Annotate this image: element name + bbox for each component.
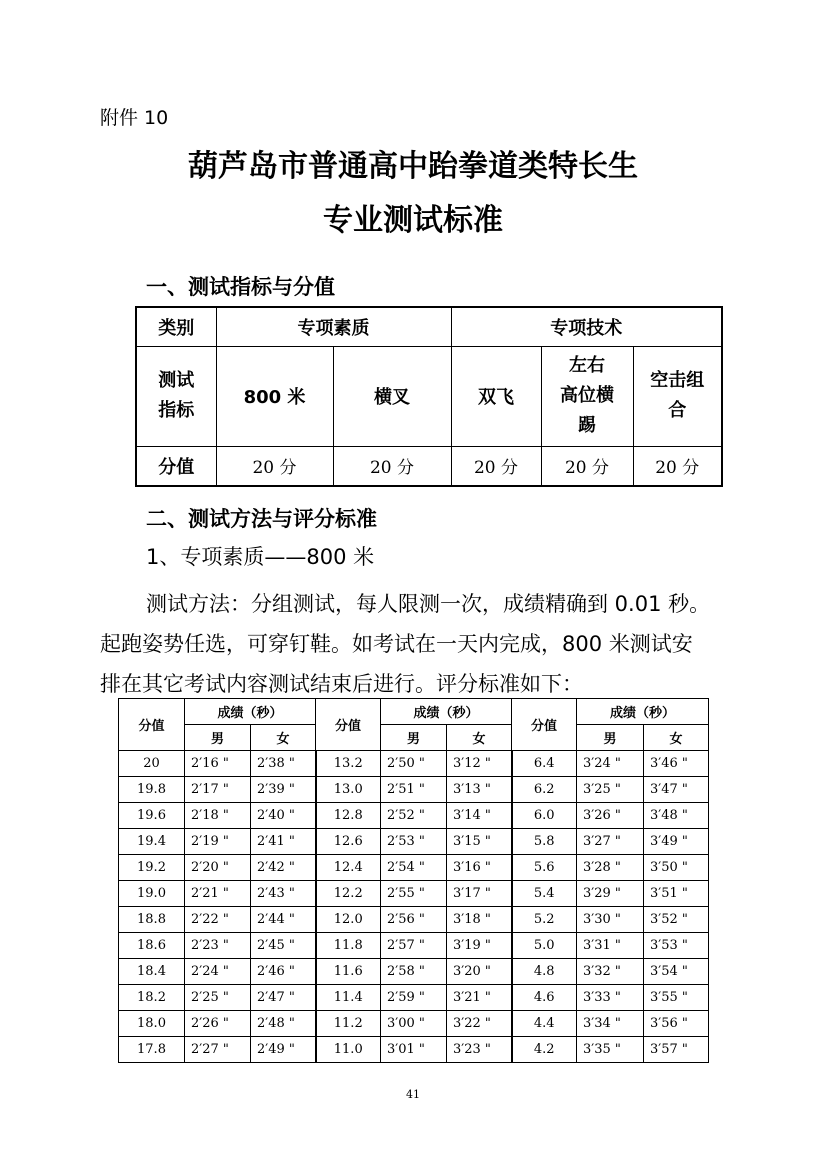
male-time-cell: 2′55 " [381, 881, 447, 907]
female-header: 女 [447, 725, 512, 751]
female-time-cell: 3′46 " [644, 751, 709, 777]
indicator-header-line: 指标 [158, 400, 195, 421]
table-row [119, 855, 709, 881]
indicator-item-line: 高位横 [560, 385, 614, 406]
female-time-cell: 3′55 " [644, 985, 709, 1011]
female-time-cell: 3′47 " [644, 777, 709, 803]
male-time-cell: 2′25 " [185, 985, 251, 1011]
subsection-heading: 1、专项素质——800 米 [146, 545, 375, 569]
score-value-cell: 5.8 [512, 829, 577, 855]
female-header: 女 [644, 725, 709, 751]
female-time-cell: 3′20 " [447, 959, 512, 985]
female-time-cell: 3′16 " [447, 855, 512, 881]
male-time-cell: 2′52 " [381, 803, 447, 829]
male-time-cell: 2′51 " [381, 777, 447, 803]
male-time-cell: 3′34 " [577, 1011, 644, 1037]
score-value-cell: 4.8 [512, 959, 577, 985]
male-time-cell: 2′27 " [185, 1037, 251, 1063]
indicator-score-table [135, 306, 723, 487]
score-header: 分值 [119, 699, 185, 751]
physical-group-header: 专项素质 [216, 307, 451, 346]
table-row [119, 803, 709, 829]
male-time-cell: 3′29 " [577, 881, 644, 907]
male-time-cell: 2′24 " [185, 959, 251, 985]
score-value-cell: 20 [119, 751, 185, 777]
score-value-cell: 5.0 [512, 933, 577, 959]
technique-group-header: 专项技术 [451, 307, 722, 346]
male-time-cell: 2′54 " [381, 855, 447, 881]
female-time-cell: 3′49 " [644, 829, 709, 855]
score-value-cell: 19.0 [119, 881, 185, 907]
score-value-cell: 18.0 [119, 1011, 185, 1037]
male-time-cell: 3′24 " [577, 751, 644, 777]
indicator-item-line: 空击组 [650, 370, 705, 391]
female-time-cell: 3′17 " [447, 881, 512, 907]
male-time-cell: 2′22 " [185, 907, 251, 933]
male-time-cell: 2′21 " [185, 881, 251, 907]
female-time-cell: 3′19 " [447, 933, 512, 959]
indicator-item [333, 346, 451, 446]
table-row [119, 933, 709, 959]
score-value-cell: 11.6 [316, 959, 381, 985]
score-value-cell: 6.4 [512, 751, 577, 777]
result-header: 成绩（秒） [577, 699, 709, 725]
score-value-cell: 18.6 [119, 933, 185, 959]
indicator-header [136, 346, 216, 446]
score-header: 分值 [316, 699, 381, 751]
score-cell: 20 分 [451, 446, 541, 486]
table-row [119, 959, 709, 985]
male-time-cell: 3′28 " [577, 855, 644, 881]
male-time-cell: 2′50 " [381, 751, 447, 777]
table-row [119, 881, 709, 907]
indicator-item [541, 346, 633, 446]
score-value-cell: 19.6 [119, 803, 185, 829]
female-time-cell: 3′18 " [447, 907, 512, 933]
male-time-cell: 2′19 " [185, 829, 251, 855]
score-value-cell: 6.2 [512, 777, 577, 803]
female-time-cell: 2′41 " [251, 829, 316, 855]
score-value-cell: 19.4 [119, 829, 185, 855]
score-value-cell: 4.6 [512, 985, 577, 1011]
indicator-item-line: 双飞 [478, 387, 514, 408]
method-paragraph [100, 584, 728, 704]
scoring-table-body [119, 751, 709, 1063]
male-time-cell: 2′17 " [185, 777, 251, 803]
score-value-cell: 18.4 [119, 959, 185, 985]
male-time-cell: 2′56 " [381, 907, 447, 933]
document-title: 葫芦岛市普通高中跆拳道类特长生 [188, 149, 638, 184]
male-time-cell: 2′26 " [185, 1011, 251, 1037]
score-value-cell: 12.8 [316, 803, 381, 829]
female-time-cell: 2′47 " [251, 985, 316, 1011]
indicator-item-line: 800 米 [243, 387, 306, 408]
female-time-cell: 3′23 " [447, 1037, 512, 1063]
paragraph-line: 测试方法：分组测试，每人限测一次，成绩精确到 0.01 秒。 [146, 592, 711, 616]
female-time-cell: 3′15 " [447, 829, 512, 855]
male-time-cell: 3′26 " [577, 803, 644, 829]
female-time-cell: 3′52 " [644, 907, 709, 933]
score-header: 分值 [512, 699, 577, 751]
paragraph-line: 排在其它考试内容测试结束后进行。评分标准如下： [100, 672, 583, 696]
score-row-label: 分值 [136, 446, 216, 486]
score-value-cell: 11.8 [316, 933, 381, 959]
male-time-cell: 2′53 " [381, 829, 447, 855]
score-value-cell: 13.2 [316, 751, 381, 777]
female-time-cell: 3′57 " [644, 1037, 709, 1063]
result-header: 成绩（秒） [381, 699, 512, 725]
female-time-cell: 2′44 " [251, 907, 316, 933]
male-time-cell: 2′18 " [185, 803, 251, 829]
indicator-header-line: 测试 [158, 370, 195, 391]
female-time-cell: 3′21 " [447, 985, 512, 1011]
male-time-cell: 3′27 " [577, 829, 644, 855]
score-value-cell: 19.2 [119, 855, 185, 881]
score-value-cell: 6.0 [512, 803, 577, 829]
score-cell: 20 分 [333, 446, 451, 486]
female-time-cell: 2′45 " [251, 933, 316, 959]
female-time-cell: 2′46 " [251, 959, 316, 985]
male-header: 男 [381, 725, 447, 751]
female-time-cell: 2′48 " [251, 1011, 316, 1037]
table-row [119, 1037, 709, 1063]
page-number: 41 [406, 1088, 420, 1101]
female-time-cell: 2′43 " [251, 881, 316, 907]
table-row [119, 1011, 709, 1037]
male-time-cell: 2′57 " [381, 933, 447, 959]
female-time-cell: 2′39 " [251, 777, 316, 803]
score-value-cell: 4.4 [512, 1011, 577, 1037]
female-time-cell: 3′50 " [644, 855, 709, 881]
score-value-cell: 19.8 [119, 777, 185, 803]
score-value-cell: 18.8 [119, 907, 185, 933]
male-time-cell: 3′31 " [577, 933, 644, 959]
indicator-item [633, 346, 722, 446]
female-time-cell: 2′49 " [251, 1037, 316, 1063]
score-value-cell: 13.0 [316, 777, 381, 803]
female-time-cell: 3′12 " [447, 751, 512, 777]
result-header: 成绩（秒） [185, 699, 316, 725]
section-heading-1: 一、测试指标与分值 [146, 275, 335, 299]
score-value-cell: 17.8 [119, 1037, 185, 1063]
indicator-item-line: 合 [668, 400, 687, 421]
female-time-cell: 3′56 " [644, 1011, 709, 1037]
female-time-cell: 3′13 " [447, 777, 512, 803]
score-value-cell: 5.6 [512, 855, 577, 881]
score-value-cell: 12.2 [316, 881, 381, 907]
female-time-cell: 3′51 " [644, 881, 709, 907]
score-value-cell: 11.4 [316, 985, 381, 1011]
indicator-item [451, 346, 541, 446]
male-header: 男 [577, 725, 644, 751]
male-time-cell: 3′35 " [577, 1037, 644, 1063]
female-time-cell: 3′22 " [447, 1011, 512, 1037]
female-time-cell: 3′14 " [447, 803, 512, 829]
score-value-cell: 12.6 [316, 829, 381, 855]
category-header: 类别 [136, 307, 216, 346]
female-time-cell: 3′54 " [644, 959, 709, 985]
score-value-cell: 11.0 [316, 1037, 381, 1063]
female-time-cell: 3′48 " [644, 803, 709, 829]
male-time-cell: 3′01 " [381, 1037, 447, 1063]
male-time-cell: 3′32 " [577, 959, 644, 985]
document-subtitle: 专业测试标准 [323, 203, 503, 238]
indicator-item-line: 横叉 [374, 387, 410, 408]
male-header: 男 [185, 725, 251, 751]
table-row [119, 777, 709, 803]
indicator-item-line: 左右 [569, 355, 605, 376]
score-value-cell: 12.4 [316, 855, 381, 881]
male-time-cell: 2′20 " [185, 855, 251, 881]
indicator-item-line: 踢 [578, 415, 596, 436]
score-value-cell: 4.2 [512, 1037, 577, 1063]
female-header: 女 [251, 725, 316, 751]
table-row [119, 829, 709, 855]
female-time-cell: 2′42 " [251, 855, 316, 881]
male-time-cell: 2′59 " [381, 985, 447, 1011]
male-time-cell: 3′33 " [577, 985, 644, 1011]
score-cell: 20 分 [541, 446, 633, 486]
female-time-cell: 2′38 " [251, 751, 316, 777]
attachment-label: 附件 10 [100, 107, 169, 129]
male-time-cell: 2′58 " [381, 959, 447, 985]
score-value-cell: 11.2 [316, 1011, 381, 1037]
section-heading-2: 二、测试方法与评分标准 [146, 507, 377, 531]
paragraph-line: 起跑姿势任选，可穿钉鞋。如考试在一天内完成，800 米测试安 [100, 632, 693, 656]
table-row [119, 751, 709, 777]
male-time-cell: 2′16 " [185, 751, 251, 777]
indicator-item [216, 346, 333, 446]
female-time-cell: 2′40 " [251, 803, 316, 829]
scoring-standard-table [118, 698, 709, 1063]
table-row [119, 907, 709, 933]
score-cell: 20 分 [216, 446, 333, 486]
male-time-cell: 3′30 " [577, 907, 644, 933]
score-value-cell: 5.4 [512, 881, 577, 907]
score-cell: 20 分 [633, 446, 722, 486]
score-value-cell: 12.0 [316, 907, 381, 933]
female-time-cell: 3′53 " [644, 933, 709, 959]
male-time-cell: 2′23 " [185, 933, 251, 959]
score-value-cell: 5.2 [512, 907, 577, 933]
score-value-cell: 18.2 [119, 985, 185, 1011]
male-time-cell: 3′25 " [577, 777, 644, 803]
table-row [119, 985, 709, 1011]
male-time-cell: 3′00 " [381, 1011, 447, 1037]
